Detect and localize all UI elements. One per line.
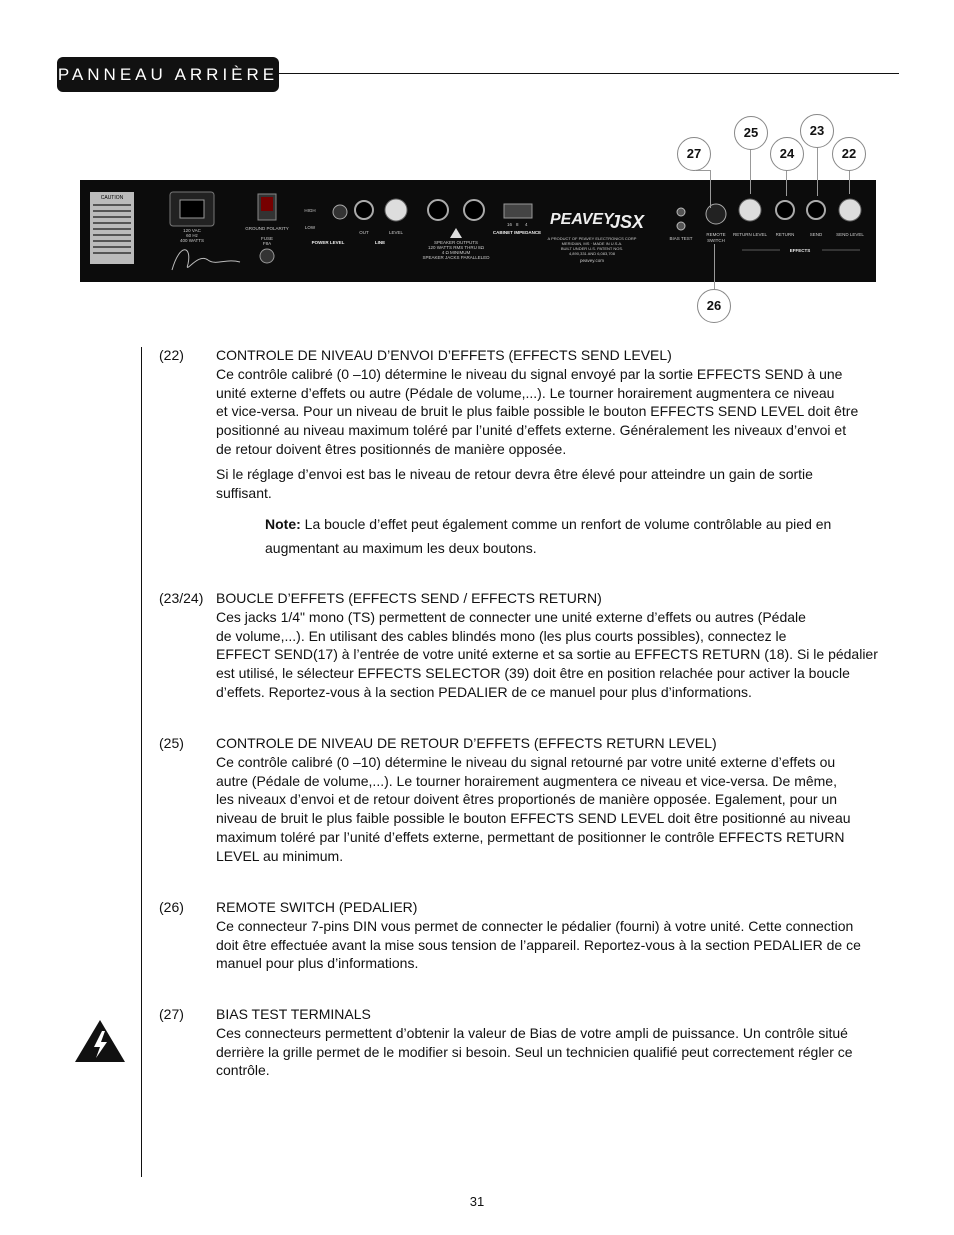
jsx-logo: JSX (610, 212, 645, 232)
power-level-label: POWER LEVEL (311, 240, 345, 245)
page-number: 31 (469, 1194, 485, 1209)
cabinet-impedance-label: CABINET IMPEDANCE (492, 230, 542, 235)
text-line: LEVEL au minimum. (216, 847, 344, 864)
leader-24 (786, 170, 787, 196)
section-number: (23/24) (159, 590, 204, 606)
bias-test-label: BIAS TEST (669, 236, 693, 241)
text-line: autre (Pédale de volume,...). Le tourner horairement augmentera ce niveau et vice-versa. De même, (216, 772, 837, 789)
leader-22 (849, 170, 850, 194)
text-line: maximum toléré par l’unité d’effets externe, permettant de positionner le contrôle EFFECTS RETURN (216, 828, 845, 845)
caution-text: CAUTION (100, 195, 124, 201)
text-line: est utilisé, le sélecteur EFFECTS SELECTOR (39) doit être en position relachée pour activer la boucle (216, 665, 850, 682)
text-line: d’effets. Reportez-vous à la section PEDALIER de ce manuel pour plus d’informations. (216, 683, 752, 700)
high-label: HIGH (304, 208, 316, 213)
speaker-outputs-2: 120 WATTS RMS THRU 8Ω (427, 245, 485, 250)
text-line: unité externe d’effets ou autre (Pédale de volume,...). Le tourner horairement augmentera ce niveau (216, 384, 835, 401)
leader-26 (714, 244, 715, 289)
bias-terminal-2 (677, 222, 685, 230)
speaker-jack-2 (464, 200, 484, 220)
note-paragraph (265, 512, 899, 560)
section-title: BIAS TEST TERMINALS (216, 1006, 371, 1022)
text-line: derrière la grille permet de le modifier si besoin. Seul un technicien qualifié peut correctement régler ce (216, 1043, 853, 1060)
section-paragraph (216, 608, 899, 702)
return-jack (776, 201, 794, 219)
section-number: (26) (159, 899, 184, 915)
remote-label-2: SWITCH (707, 238, 725, 243)
callout-25: 25 (734, 116, 768, 150)
made-text-3: BUILT UNDER U.S. PATENT NOS. (560, 246, 624, 251)
text-line: manuel pour plus d’informations. (216, 955, 419, 972)
leader-27 (710, 170, 711, 208)
effects-label: EFFECTS (789, 248, 811, 253)
section-title: CONTROLE DE NIVEAU DE RETOUR D’EFFETS (EFFECTS RETURN LEVEL) (216, 735, 717, 751)
warning-triangle-icon (450, 228, 462, 238)
text-line: EFFECT SEND(17) à l’entrée de votre unité externe et sa sortie au EFFECTS RETURN (18). Si le pédalier (216, 646, 878, 663)
section-paragraph (216, 465, 899, 503)
section-paragraph (216, 365, 899, 459)
bias-terminal-1 (677, 208, 685, 216)
margin-rule (141, 347, 142, 1177)
voltage-1: 120 VAC (183, 228, 201, 233)
speaker-outputs-3: 4 Ω MINIMUM (441, 250, 471, 255)
section-27 (159, 1005, 899, 1086)
voltage-3: 400 WATTS (179, 238, 205, 243)
section-number: (25) (159, 735, 184, 751)
speaker-jack-1 (428, 200, 448, 220)
send-level-label: SEND LEVEL (836, 232, 864, 237)
text-line: Ce contrôle calibré (0 –10) détermine le niveau du signal retourné par votre unité externe d’effets ou (216, 753, 836, 770)
callout-23: 23 (800, 114, 834, 148)
section-22 (159, 346, 899, 560)
out-label: OUT (359, 230, 369, 235)
callout-27: 27 (677, 137, 711, 171)
text-line: augmentant au maximum les deux boutons. (265, 540, 537, 557)
text-line: Si le réglage d’envoi est bas le niveau de retour devra être élevé pour atteindre un gain de sortie (216, 465, 813, 482)
section-header-tab: PANNEAU ARRIÈRE (57, 57, 279, 92)
text-line: et vice-versa. Pour un niveau de bruit le plus faible possible le bouton EFFECTS SEND LEVEL doit être (216, 403, 859, 420)
section-23-24 (159, 589, 899, 708)
made-text-4: 4,890,331 AND 6,083,708 (568, 251, 616, 256)
made-text-2: MERIDIAN, MS · MADE IN U.S.A. (561, 241, 623, 246)
section-25 (159, 734, 899, 872)
rear-panel-svg (80, 180, 876, 282)
impedance-8: 8 (516, 222, 519, 227)
impedance-selector (504, 204, 532, 218)
fuse-label-1: FUSE (260, 236, 274, 241)
line-out-jack (355, 201, 373, 219)
callout-22: 22 (832, 137, 866, 171)
return-level-label: RETURN LEVEL (732, 232, 768, 237)
line-level-knob (385, 199, 407, 221)
note-label: Note: (265, 516, 301, 533)
callout-26: 26 (697, 289, 731, 323)
power-level-toggle (333, 205, 347, 219)
rear-panel-illustration (80, 180, 876, 282)
text-line: Ces connecteurs permettent d’obtenir la valeur de Bias de votre ampli de puissance. Un contrôle situé (216, 1024, 848, 1041)
section-number: (22) (159, 347, 184, 363)
send-jack (807, 201, 825, 219)
text-line: niveau de bruit le plus faible possible le bouton EFFECTS SEND LEVEL doit être positionné au niveau (216, 810, 851, 827)
line-label: LINE (374, 240, 386, 245)
text-line: Ce connecteur 7-pins DIN vous permet de connecter le pédalier (fourni) à votre unité. Cette connection (216, 917, 854, 934)
text-line: positionné au niveau maximum toléré par l’unité d’effets externe. Généralement les niveaux d’envoi et (216, 422, 847, 439)
callout-24: 24 (770, 137, 804, 171)
text-line: doit être effectuée avant la mise sous tension de l’appareil. Reportez-vous à la section PEDALIER de ce (216, 936, 861, 953)
voltage-2: 60 Hz (186, 233, 198, 238)
speaker-outputs-1: SPEAKER OUTPUTS (433, 240, 479, 245)
fuse-label-2: F8A (262, 241, 272, 246)
remote-label-1: REMOTE (706, 232, 726, 237)
section-title: BOUCLE D’EFFETS (EFFECTS SEND / EFFECTS RETURN) (216, 590, 602, 606)
leader-23 (817, 146, 818, 196)
text-line: de volume,...). En utilisant des cables blindés mono (les plus courts possibles), connectez le (216, 627, 787, 644)
made-text-5: peavey.com (580, 258, 604, 263)
send-label: SEND (809, 232, 823, 237)
high-voltage-warning-icon (74, 1019, 126, 1068)
section-title: REMOTE SWITCH (PEDALIER) (216, 899, 418, 915)
level-label: LEVEL (388, 230, 404, 235)
low-label: LOW (304, 225, 316, 230)
impedance-16: 16 (507, 222, 513, 227)
text-line: Ce contrôle calibré (0 –10) détermine le niveau du signal envoyé par la sortie EFFECTS SEND à une (216, 365, 843, 382)
text-line: suffisant. (216, 484, 272, 501)
ground-label: GROUND POLARITY (245, 226, 289, 231)
section-paragraph (216, 753, 899, 866)
leader-25 (750, 149, 751, 194)
section-26 (159, 898, 899, 979)
section-paragraph (216, 1024, 899, 1080)
text-line: La boucle d’effet peut également comme un renfort de volume contrôlable au pied en (304, 516, 832, 533)
section-title: CONTROLE DE NIVEAU D’ENVOI D’EFFETS (EFFECTS SEND LEVEL) (216, 347, 672, 363)
remote-din-connector (706, 204, 726, 224)
made-text-1: A PRODUCT OF PEAVEY ELECTRONICS CORP (547, 236, 637, 241)
peavey-logo: PEAVEY (550, 211, 614, 228)
send-level-knob (839, 199, 861, 221)
text-line: de retour doivent êtres positionnés de manière opposée. (216, 440, 567, 457)
return-label: RETURN (775, 232, 795, 237)
section-number: (27) (159, 1006, 184, 1022)
impedance-4: 4 (525, 222, 528, 227)
text-line: Ces jacks 1/4" mono (TS) permettent de connecter une unité externe d’effets ou autres (Pédale (216, 608, 806, 625)
text-line: les niveaux d’envoi et de retour doivent êtres proportionés de manière opposée. Egalement, pour un (216, 791, 838, 808)
speaker-outputs-4: SPEAKER JACKS PARALLELED (422, 255, 490, 260)
header-rule (279, 73, 899, 74)
fuse-holder (260, 249, 274, 263)
signature (172, 250, 240, 270)
text-line: contrôle. (216, 1062, 270, 1079)
section-paragraph (216, 917, 899, 973)
return-level-knob (739, 199, 761, 221)
